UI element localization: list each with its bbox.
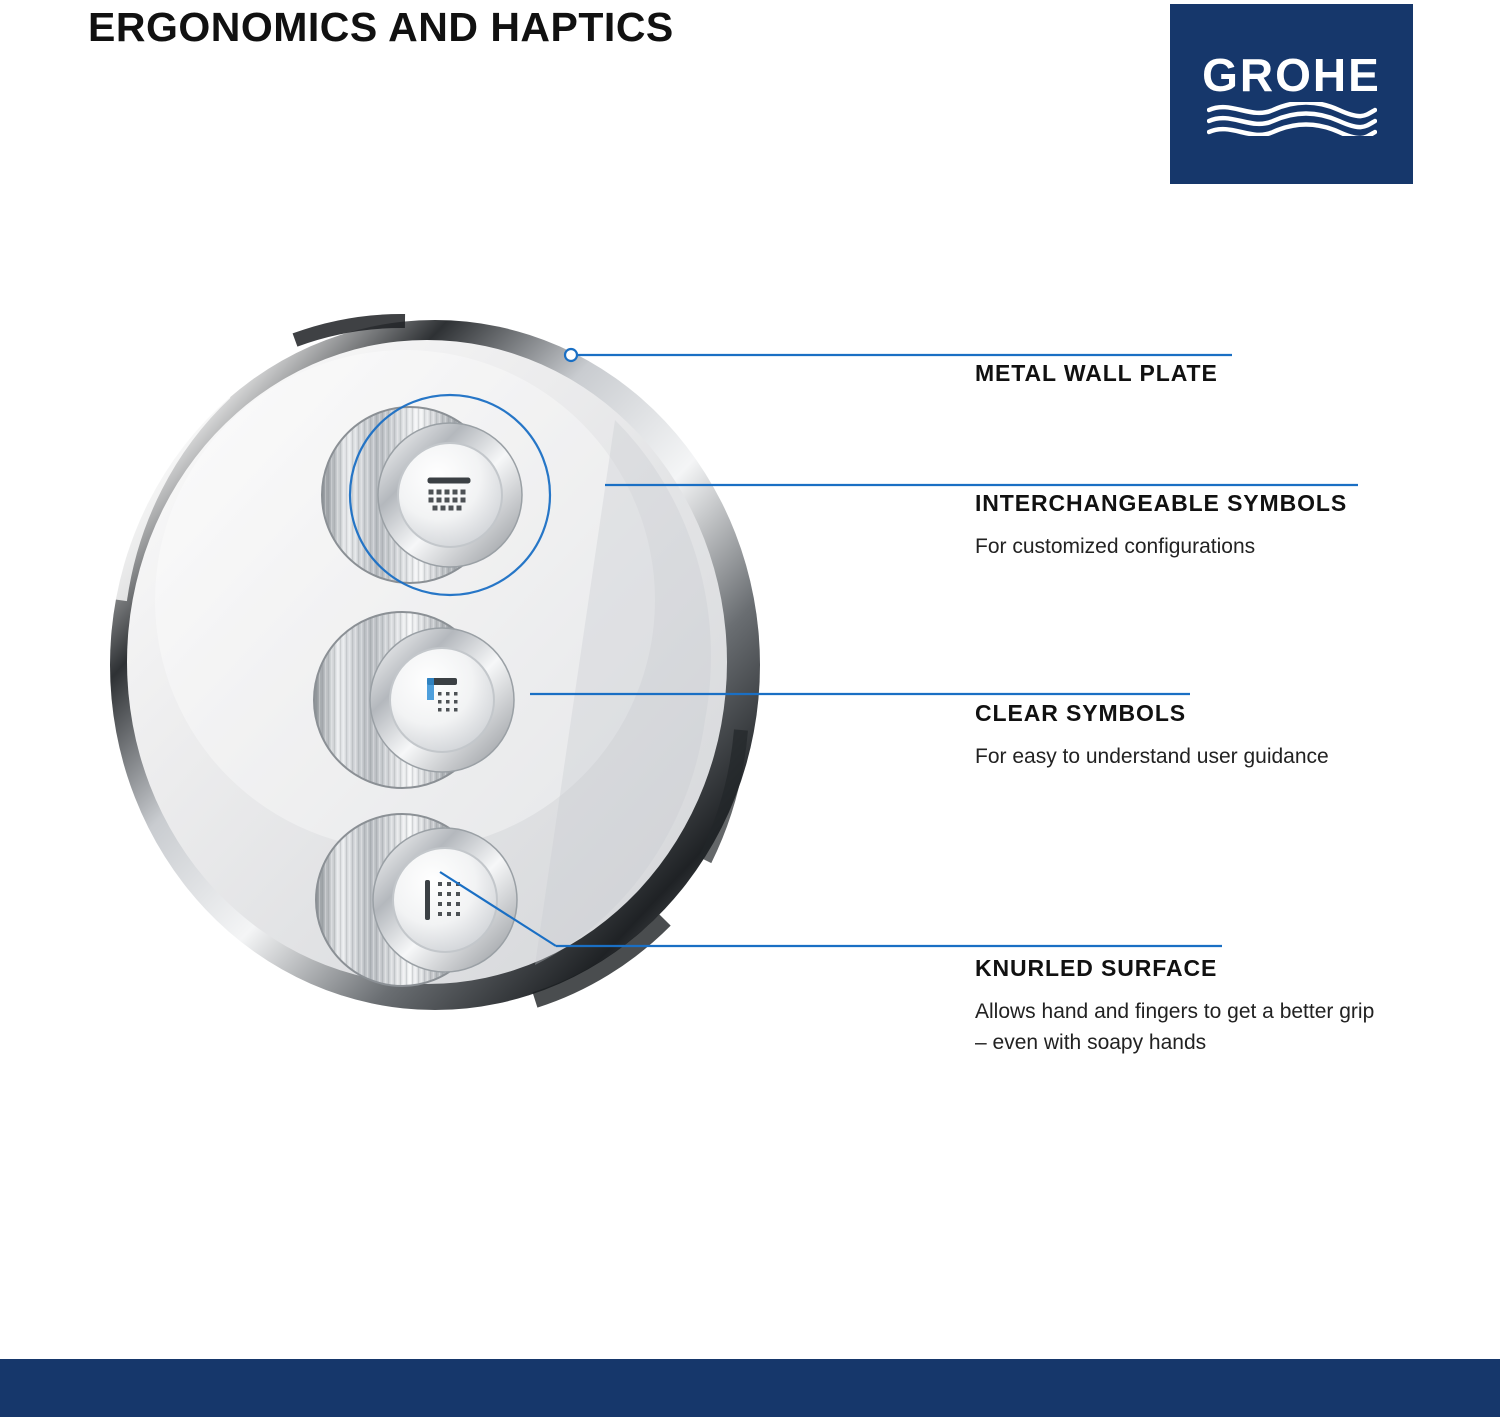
callout-title: KNURLED SURFACE [975,955,1218,981]
callout-desc: For customized configurations [975,535,1256,558]
callout-knurled-surface [975,955,1445,1058]
callout-desc: Allows hand and fingers to get a better grip – even with soapy hands [975,1000,1375,1054]
callout-title: INTERCHANGEABLE SYMBOLS [975,490,1348,516]
callout-desc: For easy to understand user guidance [975,745,1329,768]
brand-logo [1170,4,1413,184]
product-illustration [105,300,795,1030]
callout-interchangeable-symbols [975,490,1445,562]
page-title: ERGONOMICS AND HAPTICS [88,4,674,50]
callout-title: METAL WALL PLATE [975,360,1218,386]
callout-clear-symbols [975,700,1445,772]
brand-name: GROHE [1202,49,1381,101]
wave-lines-icon [1207,102,1377,136]
footer-bar [0,1359,1500,1417]
callout-title: CLEAR SYMBOLS [975,700,1187,726]
callout-metal-wall-plate [975,360,1445,401]
